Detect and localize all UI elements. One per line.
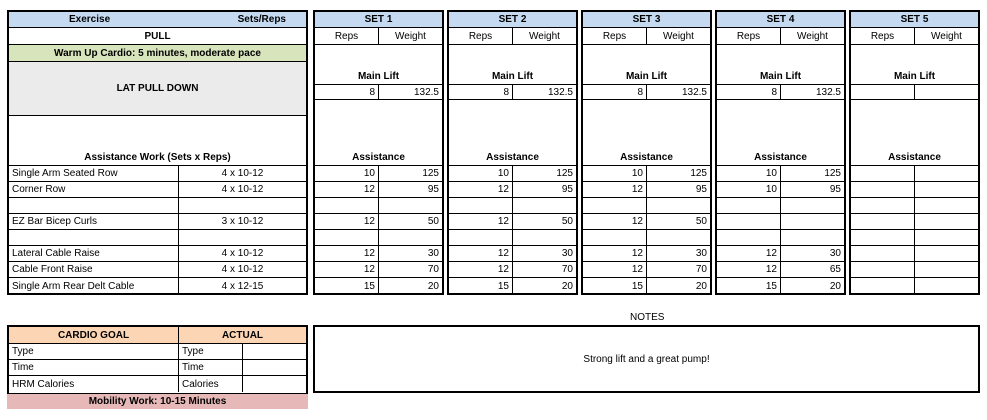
exercise-sets-cell[interactable]: 4 x 10-12 <box>179 262 306 278</box>
exercise-row <box>9 230 306 246</box>
exercise-name-cell[interactable]: Corner Row <box>9 182 179 198</box>
assist-reps-cell[interactable]: 12 <box>315 246 379 262</box>
assist-reps-cell[interactable]: 12 <box>583 214 647 230</box>
exercise-sets-cell[interactable] <box>179 198 306 214</box>
main-lift-reps-cell[interactable]: 8 <box>717 85 781 100</box>
assist-weight-cell[interactable] <box>647 198 710 214</box>
cardio-actual-value[interactable] <box>243 344 306 360</box>
exercise-name-cell[interactable]: Lateral Cable Raise <box>9 246 179 262</box>
main-lift-weight-cell[interactable]: 132.5 <box>647 85 710 100</box>
set-title: SET 5 <box>851 12 978 28</box>
assist-weight-cell[interactable]: 20 <box>829 280 841 292</box>
set-panel-5 <box>849 10 980 295</box>
cardio-goal-cell[interactable]: Type <box>9 344 179 360</box>
assist-reps-cell[interactable]: 12 <box>315 214 379 230</box>
main-lift-reps-cell[interactable]: 8 <box>315 85 379 100</box>
main-lift-label: Main Lift <box>583 45 710 85</box>
main-lift-weight-cell[interactable]: 132.5 <box>513 85 576 100</box>
assist-weight-cell[interactable] <box>915 262 978 278</box>
assist-reps-cell[interactable]: 12 <box>583 246 647 262</box>
cardio-goal-header: CARDIO GOAL <box>9 327 179 344</box>
assist-weight-cell[interactable] <box>513 198 576 214</box>
assist-weight-cell[interactable]: 20 <box>695 280 707 292</box>
assist-reps-cell[interactable]: 12 <box>583 262 647 278</box>
weight-column-label: Weight <box>647 28 710 45</box>
exercise-name-cell[interactable]: Single Arm Rear Delt Cable <box>9 278 179 294</box>
notes-box[interactable] <box>313 325 980 393</box>
assist-weight-cell[interactable] <box>513 230 576 246</box>
assist-weight-cell[interactable]: 65 <box>781 262 844 278</box>
exercise-row <box>9 198 306 214</box>
assist-reps-cell[interactable]: 15 <box>717 278 781 294</box>
assist-reps-cell[interactable] <box>851 214 915 230</box>
assist-reps-cell[interactable] <box>851 246 915 262</box>
assist-reps-cell[interactable]: 10 <box>717 182 781 198</box>
assist-weight-cell[interactable]: 50 <box>647 214 710 230</box>
assist-reps-cell[interactable] <box>315 230 379 246</box>
assist-reps-cell[interactable]: 12 <box>449 246 513 262</box>
cardio-actual-value[interactable] <box>243 376 306 392</box>
main-lift-reps-cell[interactable] <box>851 85 915 100</box>
exercise-sets-cell[interactable]: 4 x 10-12 <box>179 182 306 198</box>
assist-weight-cell[interactable]: 95 <box>781 182 844 198</box>
assist-weight-cell[interactable] <box>781 230 844 246</box>
main-lift-weight-cell[interactable]: 132.5 <box>379 85 442 100</box>
exercise-header-row <box>9 12 306 28</box>
reps-column-label: Reps <box>851 28 915 45</box>
assist-weight-cell[interactable] <box>915 214 978 230</box>
assist-reps-cell[interactable] <box>851 230 915 246</box>
set-panel-2 <box>447 10 578 295</box>
assist-weight-cell[interactable]: 95 <box>647 182 710 198</box>
assist-weight-cell[interactable] <box>915 246 978 262</box>
mobility-banner[interactable]: Mobility Work: 10-15 Minutes <box>7 394 308 409</box>
assist-weight-cell[interactable] <box>379 230 442 246</box>
assist-weight-cell[interactable]: 50 <box>513 214 576 230</box>
main-lift-label: Main Lift <box>717 45 844 85</box>
reps-column-label: Reps <box>717 28 781 45</box>
assist-weight-cell[interactable]: 30 <box>379 246 442 262</box>
day-title[interactable]: PULL <box>9 28 306 45</box>
assist-reps-cell[interactable] <box>449 230 513 246</box>
assist-weight-cell[interactable]: 70 <box>513 262 576 278</box>
reps-column-label: Reps <box>583 28 647 45</box>
assist-reps-cell[interactable]: 10 <box>583 166 647 182</box>
assist-reps-cell[interactable]: 15 <box>583 278 647 294</box>
assistance-label: Assistance <box>851 100 978 166</box>
exercise-row <box>9 246 306 262</box>
assist-reps-cell[interactable] <box>851 278 915 294</box>
assist-reps-cell[interactable] <box>851 198 915 214</box>
assist-weight-cell[interactable]: 125 <box>781 166 844 182</box>
exercise-sets-cell[interactable]: 3 x 10-12 <box>179 214 306 230</box>
set-panel-3 <box>581 10 712 295</box>
assist-weight-cell[interactable]: 20 <box>427 280 439 292</box>
assist-reps-cell[interactable]: 12 <box>449 214 513 230</box>
exercise-row <box>9 214 306 230</box>
assist-weight-cell[interactable]: 50 <box>379 214 442 230</box>
assist-weight-cell[interactable]: 30 <box>647 246 710 262</box>
assist-weight-cell[interactable]: 95 <box>513 182 576 198</box>
set-panel-1 <box>313 10 444 295</box>
cardio-goal-cell[interactable]: HRM Calories <box>9 376 179 392</box>
exercise-row <box>9 278 306 294</box>
sets-reps-column-header: Sets/Reps <box>237 14 286 25</box>
assist-reps-cell[interactable] <box>717 214 781 230</box>
cardio-actual-label[interactable]: Type <box>179 344 243 360</box>
assist-reps-cell[interactable]: 12 <box>315 182 379 198</box>
assist-reps-cell[interactable]: 12 <box>449 262 513 278</box>
exercise-sets-cell[interactable]: 4 x 10-12 <box>179 166 306 182</box>
assist-reps-cell[interactable] <box>583 198 647 214</box>
main-lift-weight-cell[interactable]: 132.5 <box>781 85 844 100</box>
assist-reps-cell[interactable] <box>583 230 647 246</box>
notes-text: Strong lift and a great pump! <box>583 353 710 365</box>
exercise-name-cell[interactable]: EZ Bar Bicep Curls <box>9 214 179 230</box>
assist-reps-cell[interactable] <box>717 198 781 214</box>
assist-reps-cell[interactable]: 12 <box>449 182 513 198</box>
assistance-label: Assistance <box>449 100 576 166</box>
assist-reps-cell[interactable]: 10 <box>449 166 513 182</box>
cardio-actual-label[interactable]: Time <box>179 360 243 376</box>
assist-reps-cell[interactable]: 15 <box>315 278 379 294</box>
assist-weight-cell[interactable]: 30 <box>513 246 576 262</box>
assist-reps-cell[interactable] <box>717 230 781 246</box>
weight-column-label: Weight <box>781 28 844 45</box>
assistance-label: Assistance <box>583 100 710 166</box>
assist-reps-cell[interactable] <box>851 166 915 182</box>
assist-weight-cell[interactable]: 20 <box>561 280 573 292</box>
assist-reps-cell[interactable]: 15 <box>449 278 513 294</box>
exercise-name-cell[interactable] <box>9 230 179 246</box>
assist-weight-cell[interactable] <box>781 198 844 214</box>
notes-title: NOTES <box>630 312 665 323</box>
reps-column-label: Reps <box>315 28 379 45</box>
assist-reps-cell[interactable] <box>315 198 379 214</box>
main-lift-label: Main Lift <box>449 45 576 85</box>
cardio-actual-value[interactable] <box>243 360 306 376</box>
cardio-actual-header: ACTUAL <box>179 327 306 344</box>
assist-reps-cell[interactable]: 12 <box>583 182 647 198</box>
assist-reps-cell[interactable] <box>449 198 513 214</box>
assist-weight-cell[interactable]: 95 <box>379 182 442 198</box>
reps-column-label: Reps <box>449 28 513 45</box>
exercise-name-cell[interactable]: Single Arm Seated Row <box>9 166 179 182</box>
exercise-sets-cell[interactable]: 4 x 10-12 <box>179 246 306 262</box>
cardio-panel <box>7 325 308 395</box>
cardio-goal-cell[interactable]: Time <box>9 360 179 376</box>
assist-weight-cell[interactable] <box>915 230 978 246</box>
exercise-row <box>9 182 306 198</box>
assist-reps-cell[interactable]: 12 <box>315 262 379 278</box>
main-lift-reps-cell[interactable]: 8 <box>583 85 647 100</box>
exercise-panel <box>7 10 308 295</box>
assist-weight-cell[interactable] <box>781 214 844 230</box>
weight-column-label: Weight <box>379 28 442 45</box>
assistance-work-header: Assistance Work (Sets x Reps) <box>9 116 306 166</box>
set-title: SET 1 <box>315 12 442 28</box>
exercise-column-header: Exercise <box>69 14 111 25</box>
assist-weight-cell[interactable] <box>379 198 442 214</box>
assist-weight-cell[interactable]: 125 <box>647 166 710 182</box>
assist-weight-cell[interactable] <box>915 182 978 198</box>
assist-weight-cell[interactable]: 30 <box>781 246 844 262</box>
weight-column-label: Weight <box>513 28 576 45</box>
assist-reps-cell[interactable]: 12 <box>717 246 781 262</box>
assist-weight-cell[interactable] <box>915 166 978 182</box>
exercise-row <box>9 262 306 278</box>
assist-weight-cell[interactable] <box>647 230 710 246</box>
assist-weight-cell[interactable] <box>915 198 978 214</box>
assist-weight-cell[interactable]: 125 <box>379 166 442 182</box>
assist-reps-cell[interactable] <box>851 262 915 278</box>
weight-column-label: Weight <box>915 28 978 45</box>
assistance-label: Assistance <box>717 100 844 166</box>
set-title: SET 4 <box>717 12 844 28</box>
exercise-row <box>9 166 306 182</box>
main-lift-name[interactable]: LAT PULL DOWN <box>9 62 306 116</box>
exercise-sets-cell[interactable] <box>179 230 306 246</box>
assist-reps-cell[interactable] <box>851 182 915 198</box>
set-panel-4 <box>715 10 846 295</box>
main-lift-label: Main Lift <box>315 45 442 85</box>
warmup-banner[interactable]: Warm Up Cardio: 5 minutes, moderate pace <box>9 45 306 62</box>
assist-weight-cell[interactable] <box>915 278 978 294</box>
assist-weight-cell[interactable]: 125 <box>513 166 576 182</box>
exercise-sets-cell[interactable]: 4 x 12-15 <box>221 280 264 292</box>
exercise-name-cell[interactable]: Cable Front Raise <box>9 262 179 278</box>
assist-weight-cell[interactable]: 70 <box>647 262 710 278</box>
assist-weight-cell[interactable]: 70 <box>379 262 442 278</box>
main-lift-weight-cell[interactable] <box>915 85 978 100</box>
assist-reps-cell[interactable]: 10 <box>717 166 781 182</box>
cardio-actual-label[interactable]: Calories <box>179 376 243 392</box>
set-title: SET 3 <box>583 12 710 28</box>
assist-reps-cell[interactable]: 12 <box>717 262 781 278</box>
assistance-label: Assistance <box>315 100 442 166</box>
exercise-name-cell[interactable] <box>9 198 179 214</box>
main-lift-reps-cell[interactable]: 8 <box>449 85 513 100</box>
set-title: SET 2 <box>449 12 576 28</box>
assist-reps-cell[interactable]: 10 <box>315 166 379 182</box>
main-lift-label: Main Lift <box>851 45 978 85</box>
